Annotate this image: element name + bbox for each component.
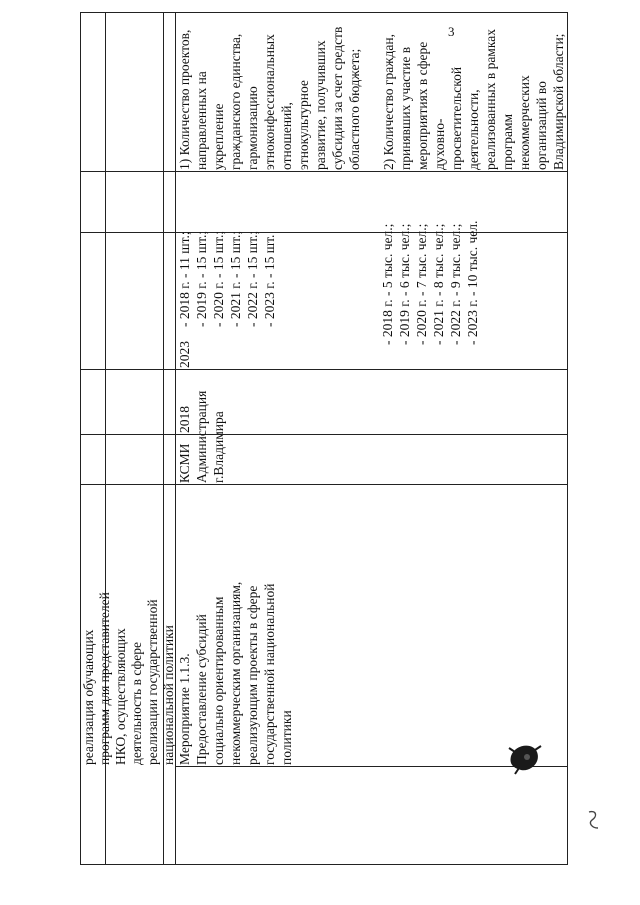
target-value: - 2020 г. - 7 тыс. чел.; [414,223,429,345]
indicator-line: областного бюджета; [347,48,362,170]
measure-line: некоммерческим организациям, [228,581,243,765]
measure-line: Предоставление субсидий [194,614,209,765]
target-value: - 2021 г. - 15 шт.; [228,230,243,327]
target-value: - 2019 г. - 15 шт.; [194,230,209,327]
target-value: - 2021 г. - 8 тыс. чел.; [431,223,446,345]
start-year: 2018 [177,406,192,433]
target-value: - 2018 г. - 5 тыс. чел.; [380,223,395,345]
measure-line: Мероприятие 1.1.3. [177,653,192,765]
indicator-line: реализованных в рамках [483,29,498,170]
executor-line: КСМИ [177,443,192,483]
prev-measure-line: реализация обучающих [81,629,96,765]
prev-measure-line: программ для представителей [97,592,112,765]
indicator-line: отношений, [279,102,294,170]
indicator-line: мероприятиях в сфере [415,41,430,170]
indicator-line: Владимирской области; [551,33,566,170]
target-value: - 2022 г. - 9 тыс. чел.; [448,223,463,345]
target-value: - 2023 г. - 10 тыс. чел. [465,220,480,345]
indicator-line: субсидии за счет средств [330,26,345,170]
indicator-line: 1) Количество проектов, [177,29,192,170]
indicator-line: гражданского единства, [228,33,243,170]
ink-mark [505,738,545,778]
indicator-line: просветительской [449,66,464,170]
measure-line: политики [279,710,294,765]
indicator-line: некоммерческих [517,75,532,170]
indicator-line: деятельности, [466,89,481,170]
indicator-line: 2) Количество граждан, [381,34,396,170]
indicator-line: гармонизацию [245,86,260,170]
measure-line: реализующим проекты в сфере [245,585,260,765]
target-value: - 2019 г. - 6 тыс. чел.; [397,223,412,345]
indicator-line: программ [500,113,515,170]
prev-measure-line: реализации государственной [145,599,160,765]
executor-line: Администрация [194,390,209,483]
indicator-line: направленных на [194,71,209,170]
target-value: - 2022 г. - 15 шт.; [245,230,260,327]
executor-line: г.Владимира [211,411,226,483]
indicator-line: укрепление [211,103,226,170]
measure-line: социально ориентированным [211,596,226,765]
target-value: - 2023 г. - 15 шт. [262,234,277,327]
stray-mark [586,808,602,832]
prev-measure-line: национальной политики [161,625,176,765]
target-value: - 2018 г. - 11 шт.; [177,231,192,327]
page-number: 3 [448,24,455,39]
measure-line: государственной национальной [262,583,277,765]
indicator-line: духовно- [432,118,447,170]
end-year: 2023 [177,341,192,368]
indicator-line: этноконфессиональных [262,34,277,170]
prev-measure-line: НКО, осуществляющих [113,628,128,765]
indicator-line: организаций во [534,81,549,170]
target-value: - 2020 г. - 15 шт.; [211,230,226,327]
indicator-line: принявших участие в [398,46,413,170]
indicator-line: развитие, получивших [313,40,328,170]
indicator-line: этнокультурное [296,80,311,170]
prev-measure-line: деятельность в сфере [129,642,144,765]
